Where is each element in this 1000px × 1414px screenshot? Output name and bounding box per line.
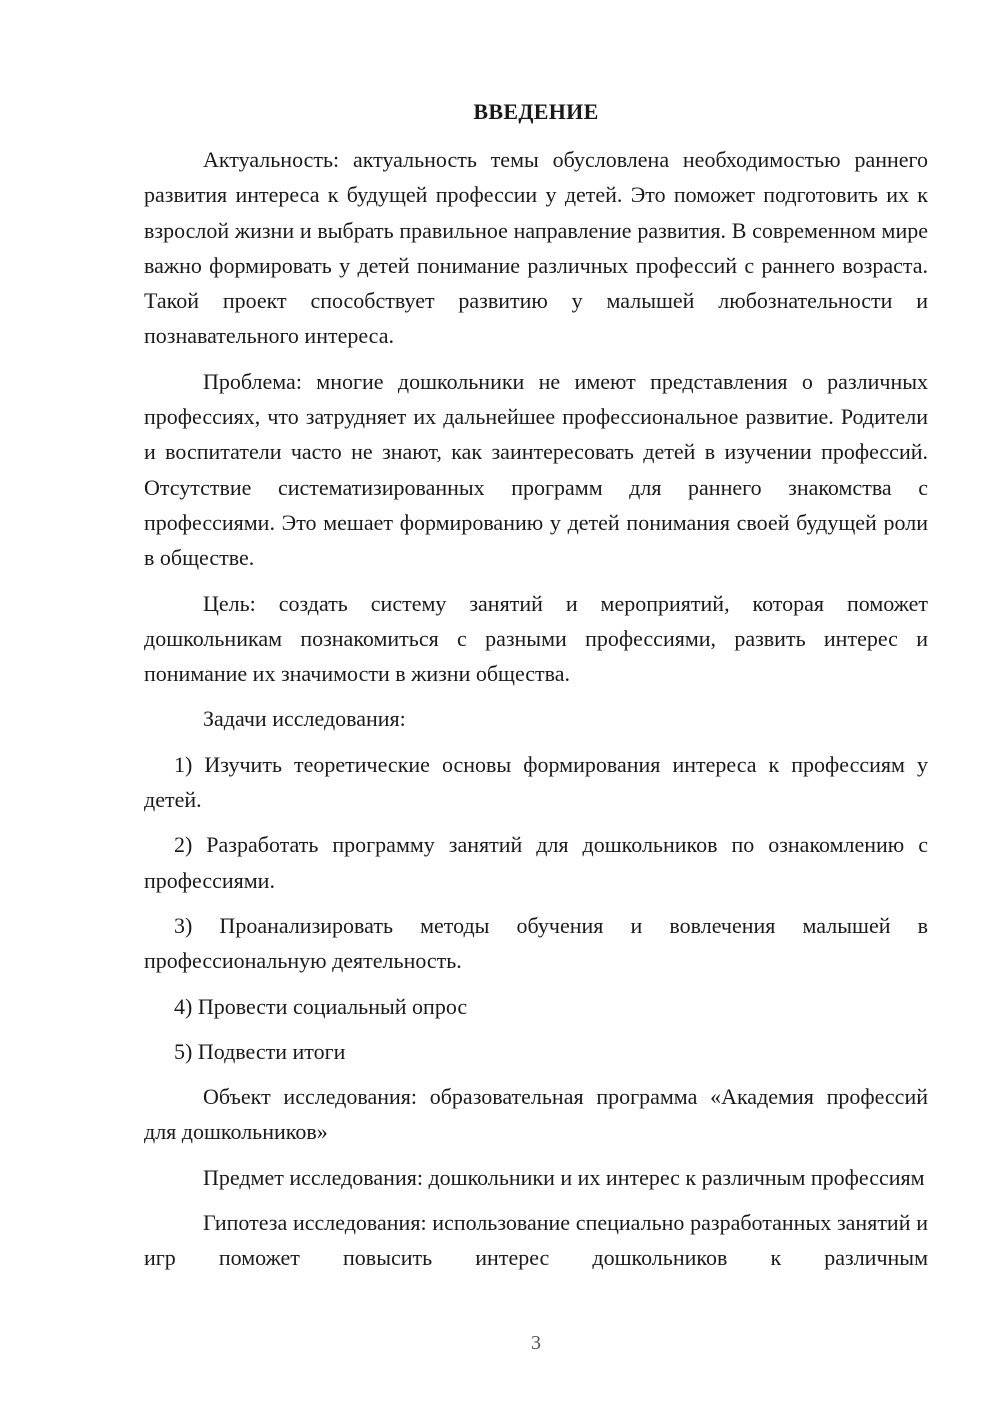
paragraph-relevance: Актуальность: актуальность темы обусловлена необходимостью раннего развития интереса к будущей профессии у детей. Это поможет подготовить их к взрослой жизни и выбрать правильное направление развития. В современном мире важно формировать у детей понимание различных профессий с раннего возраста. Такой проект способствует развитию у малышей любознательности и познавательного интереса. [144, 147, 928, 349]
paragraph-problem: Проблема: многие дошкольники не имеют представления о различных профессиях, что затрудняет их дальнейшее профессиональное развитие. Родители и воспитатели часто не знают, как заинтересовать детей в изучении профессий. Отсутствие систематизированных программ для раннего знакомства с профессиями. Это мешает формированию у детей понимания своей будущей роли в обществе. [144, 368, 928, 571]
list-item: 5) Подвести итоги [174, 1038, 346, 1064]
page-number: 3 [531, 1332, 541, 1354]
paragraph-subject: Предмет исследования: дошкольники и их интерес к различным профессиям [203, 1164, 925, 1190]
list-item: 1) Изучить теоретические основы формирования интереса к профессиям у детей. [144, 751, 928, 813]
list-item: 3) Проанализировать методы обучения и вовлечения малышей в профессиональную деятельность. [144, 912, 928, 974]
paragraph-object: Объект исследования: образовательная программа «Академия профессий для дошкольников» [144, 1084, 928, 1145]
list-item: 4) Провести социальный опрос [174, 993, 468, 1019]
paragraph-goal: Цель: создать систему занятий и мероприятий, которая поможет дошкольникам познакомиться с разными профессиями, развить интерес и понимание их значимости в жизни общества. [144, 590, 928, 687]
paragraph-tasks-heading: Задачи исследования: [203, 706, 406, 732]
page-title: ВВЕДЕНИЕ [473, 99, 599, 124]
document-page [144, 0, 928, 1414]
document-body [144, 142, 928, 1276]
list-item: 2) Разработать программу занятий для дошкольников по ознакомлению с профессиями. [144, 832, 928, 893]
paragraph-hypothesis: Гипотеза исследования: использование специально разработанных занятий и игр поможет повысить интерес дошкольников к различным [144, 1210, 928, 1271]
